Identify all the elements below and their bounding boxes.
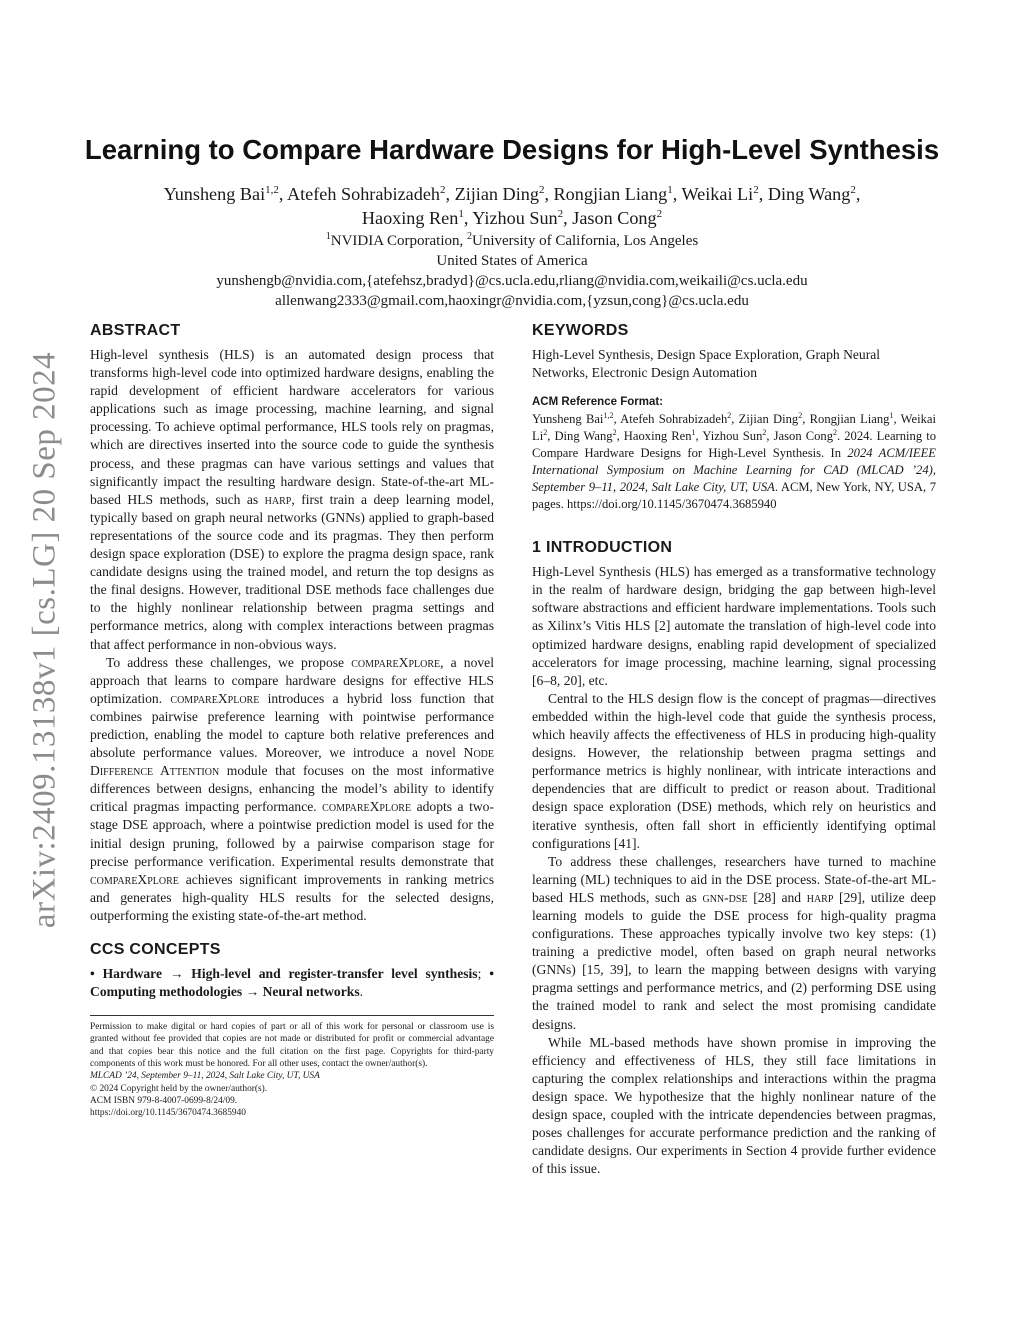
author: Ding Wang$^2$, (767, 183, 861, 204)
permission-notice (90, 1015, 494, 1119)
arxiv-identifier: arXiv:2409.13138v1 [cs.LG] 20 Sep 2024 (26, 351, 63, 929)
author: Yizhou Sun$^2$, (472, 207, 573, 228)
affiliations (100, 231, 924, 311)
arxiv-sidebar-stamp (22, 300, 68, 980)
ccs-heading: CCS CONCEPTS (90, 941, 221, 958)
acm-reference-text: Yunsheng Bai$^{1,2}$, Atefeh Sohrabizadeh$^2$, Zijian Ding$^2$, Rongjian Liang$^1$, Weikai Li$^2$, Ding Wang$^2$, Haoxing Ren$^1$, Yizhou Sun$^2$, Jason Cong$^2$. 2024. Learning to Compare Hardware Designs for High-Level Synthesis. In 2024 ACM/IEEE International Symposium on Machine Learning for CAD (MLCAD ’24), September 9–11, 2024, Salt Lake City, UT, USA. ACM, New York, NY, USA, 7 pages. https://doi.org/10.1145/3670474.3685940 (532, 411, 937, 512)
author-list (100, 182, 924, 230)
author: Yunsheng Bai$^{1,2}$, (163, 183, 287, 204)
author: Atefeh Sohrabizadeh$^2$, (286, 183, 455, 204)
intro-paragraph: Central to the HLS design flow is the concept of pragmas—directives embedded within the high-level code that guide the synthesis process, which heavily affects the effectiveness of HLS in producing high-quality designs. However, the relationship between pragma settings and performance metrics is highly nonlinear, with intricate interactions and dependencies that are difficult to predict or reason about. Traditional design space exploration (DSE) methods, which rely on heuristics and iterative synthesis, often fall short in efficiently identifying optimal configurations [41]. (532, 690, 936, 851)
intro-paragraph: To address these challenges, researchers have turned to machine learning (ML) techniques to aid in the DSE process. State-of-the-art ML-based HLS methods, such as gnn-dse [28] and harp [29], utilize deep learning models to guide the DSE process for high-quality pragma configurations. These approaches typically involve two key steps: (1) training a predictive model, often based on graph neural networks (GNNs) [15, 39], to learn the mapping between designs with varying pragma settings and performance metrics, and (2) performing DSE using the trained model to rank and select the most promising candidate designs. (532, 853, 936, 1032)
ccs-concepts: • Hardware → High-level and register-transfer level synthesis; • Computing methodologies → Neural networks. (90, 966, 494, 1000)
keywords-heading: KEYWORDS (532, 322, 629, 339)
intro-paragraph: High-Level Synthesis (HLS) has emerged as a transformative technology in the realm of hardware design, bridging the gap between high-level software abstractions and efficient hardware implementations. Tools such as Xilinx’s Vitis HLS [2] automate the translation of high-level code into optimized hardware designs, enabling rapid development of specialized accelerators for image processing, machine learning, signal processing [6–8, 20], etc. (532, 564, 936, 688)
author: Zijian Ding$^2$, (454, 183, 554, 204)
author: Rongjian Liang$^1$, (553, 183, 682, 204)
doi-line[interactable]: https://doi.org/10.1145/3670474.3685940 (90, 1108, 246, 1119)
intro-paragraph: While ML-based methods have shown promise in improving the efficiency and effectiveness of HLS, they still face limitations in capturing the complex relationships and interactions within the pragma design space. We hypothesize that the highly nonlinear nature of the design space, coupled with the intricate dependencies between pragmas, poses challenges for accurate performance prediction and the ranking of candidate designs. Our experiments in Section 4 provide further evidence of this issue. (532, 1034, 936, 1177)
permission-text: Permission to make digital or hard copies of part or all of this work for personal or classroom use is granted without fee provided that copies are not made or distributed for profit or commercial advantage and that copies bear this notice and the full citation on the first page. Copyrights for third-party components of this work must be honored. For all other uses, contact the owner/author(s). (90, 1022, 494, 1070)
left-column (90, 322, 494, 1120)
venue-line: MLCAD ’24, September 9–11, 2024, Salt Lake City, UT, USA (90, 1071, 320, 1082)
isbn-line: ACM ISBN 979-8-4007-0699-8/24/09. (90, 1095, 238, 1106)
abstract-heading: ABSTRACT (90, 322, 181, 339)
author: Haoxing Ren$^1$, (361, 207, 473, 228)
country: United States of America (436, 253, 588, 269)
introduction-heading: 1 INTRODUCTION (532, 539, 673, 557)
right-column (532, 322, 936, 1178)
email-line: yunshengb@nvidia.com,{atefehsz,bradyd}@cs.ucla.edu,rliang@nvidia.com,weikaili@cs.ucla.edu (216, 273, 808, 289)
abstract-paragraph: To address these challenges, we propose compareXplore, a novel approach that learns to compare hardware designs for effective HLS optimization. compareXplore introduces a hybrid loss function that combines pairwise preference learning with pointwise performance prediction, enabling the model to capture both relative preferences and absolute performance values. Moreover, we introduce a novel Node Difference Attention module that focuses on the most informative differences between designs, enhancing the model’s ability to identify critical pragmas impacting performance. compareXplore adopts a two-stage DSE approach, where a pointwise prediction model is used for the initial design pruning, followed by a pairwise comparison stage for precise performance verification. Experimental results demonstrate that compareXplore achieves significant improvements in ranking metrics and generates high-quality HLS results for the selected designs, outperforming the existing state-of-the-art method. (90, 654, 494, 923)
author: Jason Cong$^2$ (572, 207, 663, 228)
paper-title: Learning to Compare Hardware Designs for High-Level Synthesis (84, 134, 940, 165)
author: Weikai Li$^2$, (681, 183, 768, 204)
copyright-line: © 2024 Copyright held by the owner/author(s). (90, 1083, 268, 1094)
acm-reference-heading: ACM Reference Format: (532, 396, 663, 409)
abstract-paragraph: High-level synthesis (HLS) is an automated design process that transforms high-level code into optimized hardware designs, enabling the rapid development of efficient hardware accelerators for various applications such as image processing, machine learning, and signal processing. To achieve optimal performance, HLS tools rely on pragmas, which are directives inserted into the source code to guide the synthesis process, and these pragmas can have various settings and values that significantly impact the resulting hardware design. State-of-the-art ML-based HLS methods, such as harp, first train a deep learning model, typically based on graph neural networks (GNNs) applied to graph-based representations of the source code and its pragmas. They then perform design space exploration (DSE) to explore the pragma design space, rank candidate designs using the trained model, and return the top designs as the final designs. However, traditional DSE methods face challenges due to the highly nonlinear relationship between pragma settings and performance metrics, along with complex interactions between pragmas that affect performance in non-obvious ways. (90, 347, 494, 652)
affiliation-line: $^1$NVIDIA Corporation, $^2$University of California, Los Angeles (325, 231, 699, 249)
email-line: allenwang2333@gmail.com,haoxingr@nvidia.com,{yzsun,cong}@cs.ucla.edu (275, 293, 749, 309)
keywords-text: High-Level Synthesis, Design Space Exploration, Graph Neural Networks, Electronic Design Automation (532, 347, 881, 381)
